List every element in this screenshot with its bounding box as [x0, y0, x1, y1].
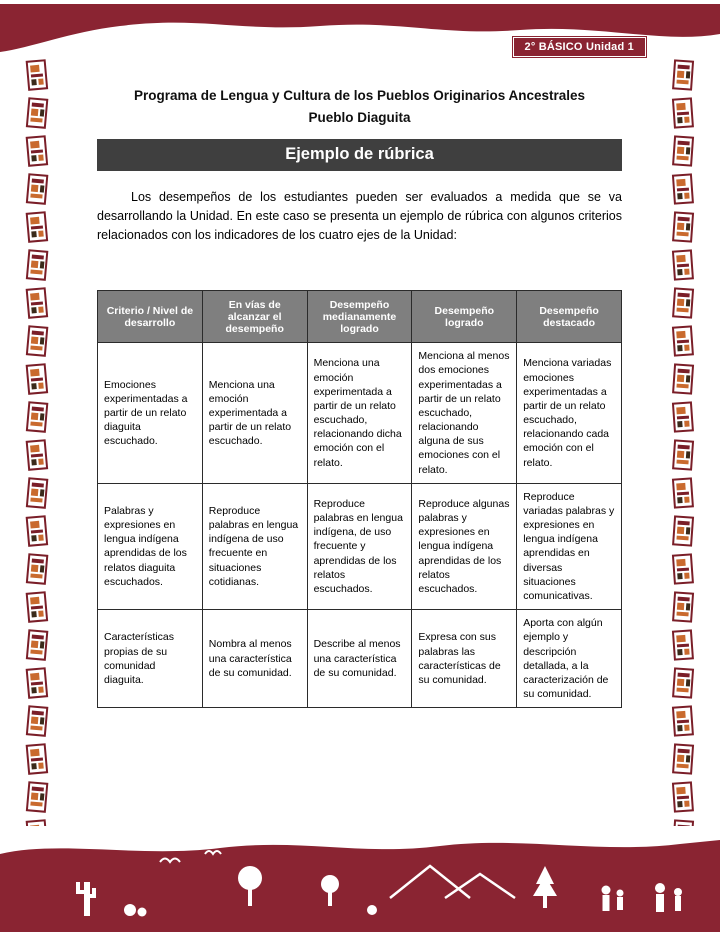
header-logrado: Desempeño logrado	[412, 291, 517, 343]
table-row	[98, 483, 622, 609]
section-banner-label: Ejemplo de rúbrica	[285, 145, 434, 163]
intro-paragraph: Los desempeños de los estudiantes pueden ser evaluados a medida que se va desarrollando la Unidad. En este caso se presenta un ejemplo de rúbrica con algunos criterios relacionados con los indicadores de los cuatro ejes de la Unidad:	[97, 190, 622, 242]
rubric-table	[97, 290, 622, 708]
table-cell: Describe al menos una característica de su comunidad.	[307, 610, 412, 708]
table-cell: Reproduce algunas palabras y expresiones en lengua indígena aprendidas de los relatos escuchados.	[412, 483, 517, 609]
right-border-pattern	[671, 58, 695, 826]
table-header-row	[98, 291, 622, 343]
unit-badge-label: 2° BÁSICO Unidad 1	[524, 41, 634, 53]
unit-badge	[513, 37, 646, 57]
table-row	[98, 610, 622, 708]
left-border-pattern	[25, 58, 49, 826]
table-cell: Menciona al menos dos emociones experimentadas a partir de un relato escuchado, relacionando alguna de sus emociones con el relato.	[412, 343, 517, 484]
header-criterio: Criterio / Nivel de desarrollo	[98, 291, 203, 343]
table-cell: Características propias de su comunidad diaguita.	[98, 610, 203, 708]
table-cell: Menciona una emoción experimentada a partir de un relato escuchado.	[202, 343, 307, 484]
header-destacado: Desempeño destacado	[517, 291, 622, 343]
table-cell: Nombra al menos una característica de su comunidad.	[202, 610, 307, 708]
pueblo-subtitle: Pueblo Diaguita	[308, 110, 411, 125]
table-cell: Palabras y expresiones en lengua indígena aprendidas de los relatos diaguita escuchados.	[98, 483, 203, 609]
program-title: Programa de Lengua y Cultura de los Pueblos Originarios Ancestrales	[133, 88, 586, 103]
table-cell: Reproduce variadas palabras y expresiones en lengua indígena aprendidas en diversas situaciones comunicativas.	[517, 483, 622, 609]
header-en-vias: En vías de alcanzar el desempeño	[202, 291, 307, 343]
header-medianamente: Desempeño medianamente logrado	[307, 291, 412, 343]
bottom-landscape-silhouette	[0, 824, 720, 932]
table-cell: Aporta con algún ejemplo y descripción detallada, a la caracterización de su comunidad.	[517, 610, 622, 708]
section-banner	[97, 139, 622, 171]
table-cell: Emociones experimentadas a partir de un relato diaguita escuchado.	[98, 343, 203, 484]
table-cell: Menciona una emoción experimentada a partir de un relato escuchado, relacionando dicha emoción con el relato.	[307, 343, 412, 484]
table-cell: Expresa con sus palabras las características de su comunidad.	[412, 610, 517, 708]
table-cell: Reproduce palabras en lengua indígena de uso frecuente en situaciones cotidianas.	[202, 483, 307, 609]
table-row	[98, 343, 622, 484]
main-content	[97, 88, 622, 708]
table-cell: Reproduce palabras en lengua indígena, de uso frecuente y aprendidas de los relatos escuchados.	[307, 483, 412, 609]
table-cell: Menciona variadas emociones experimentadas a partir de un relato escuchado, relacionando cada emoción con el relato.	[517, 343, 622, 484]
